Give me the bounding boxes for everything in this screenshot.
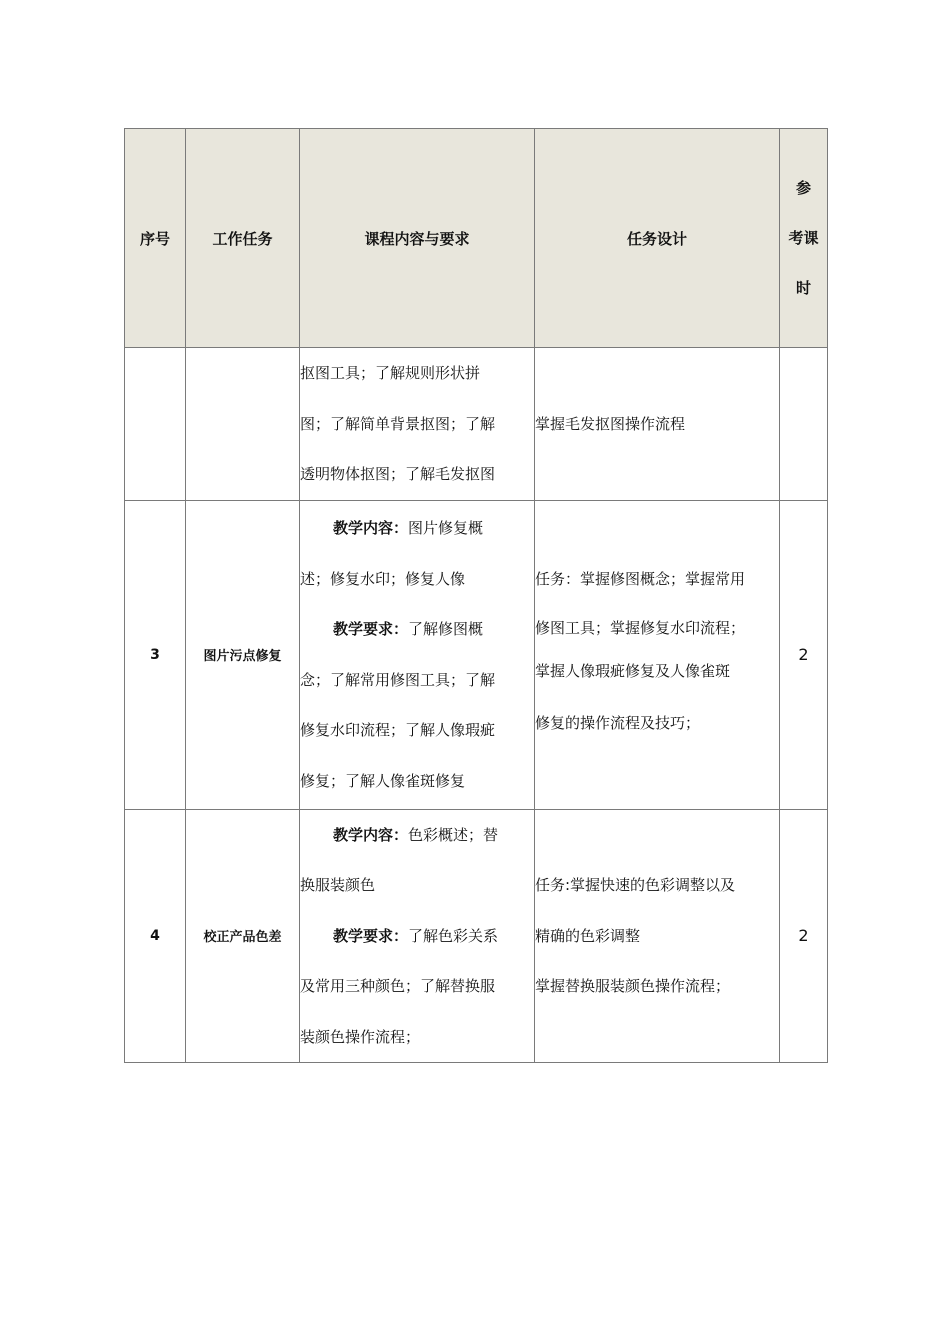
header-design: 任务设计	[535, 129, 780, 348]
cell-design	[535, 809, 780, 1063]
teach-req-text: 了解修图概	[408, 620, 484, 638]
content-line	[300, 604, 534, 655]
teach-content-label: 教学内容：	[333, 519, 409, 537]
table-header-row	[125, 129, 828, 348]
cell-content	[300, 500, 535, 809]
design-line: 修图工具；掌握修复水印流程；	[535, 618, 746, 637]
table-row	[125, 809, 828, 1063]
header-hours-line: 考课	[788, 229, 819, 247]
teach-req-label: 教学要求：	[333, 926, 409, 945]
content-line: 透明物体抠图；了解毛发抠图	[300, 465, 496, 483]
cell-content	[300, 348, 535, 501]
content-line: 念；了解常用修图工具；了解	[300, 670, 496, 689]
content-line: 换服装颜色	[300, 876, 376, 894]
header-hours	[780, 129, 828, 348]
teach-content-label: 教学内容：	[333, 825, 409, 844]
table-row	[125, 348, 828, 501]
design-line: 掌握毛发抠图操作流程	[535, 414, 686, 433]
cell-index: 3	[125, 500, 186, 809]
design-line: 精确的色彩调整	[535, 926, 641, 945]
cell-content	[300, 809, 535, 1063]
cell-hours	[780, 348, 828, 501]
teach-req-text: 了解色彩关系	[408, 926, 499, 945]
cell-index	[125, 348, 186, 501]
design-line: 任务:掌握快速的色彩调整以及	[535, 876, 736, 894]
cell-design	[535, 500, 780, 809]
course-table	[124, 128, 828, 1063]
content-line	[300, 503, 534, 554]
content-line	[300, 810, 534, 861]
header-index: 序号	[125, 129, 186, 348]
content-line: 修复水印流程；了解人像瑕疵	[300, 721, 496, 739]
teach-content-text: 色彩概述；替	[408, 825, 499, 844]
header-content: 课程内容与要求	[300, 129, 535, 348]
cell-task	[186, 348, 300, 501]
table-row	[125, 500, 828, 809]
cell-design	[535, 348, 780, 501]
cell-hours: 2	[780, 809, 828, 1063]
content-line: 修复；了解人像雀斑修复	[300, 771, 466, 790]
header-task: 工作任务	[186, 129, 300, 348]
design-line: 修复的操作流程及技巧；	[535, 713, 701, 732]
teach-req-label: 教学要求：	[333, 620, 409, 638]
content-line: 装颜色操作流程；	[300, 1027, 421, 1046]
content-line: 图；了解简单背景抠图；了解	[300, 414, 496, 433]
design-line: 任务：掌握修图概念；掌握常用	[535, 570, 746, 589]
header-hours-line: 参	[795, 179, 811, 197]
cell-task: 图片污点修复	[186, 500, 300, 809]
cell-hours: 2	[780, 500, 828, 809]
header-hours-line: 时	[795, 279, 811, 297]
teach-content-text: 图片修复概	[408, 519, 484, 537]
design-line: 掌握替换服装颜色操作流程；	[535, 977, 731, 995]
cell-task: 校正产品色差	[186, 809, 300, 1063]
content-line: 及常用三种颜色；了解替换服	[300, 977, 496, 995]
design-line: 掌握人像瑕疵修复及人像雀斑	[535, 661, 731, 680]
content-line	[300, 911, 534, 962]
content-line: 抠图工具；了解规则形状拼	[300, 364, 481, 382]
content-line: 述；修复水印；修复人像	[300, 569, 466, 588]
cell-index: 4	[125, 809, 186, 1063]
